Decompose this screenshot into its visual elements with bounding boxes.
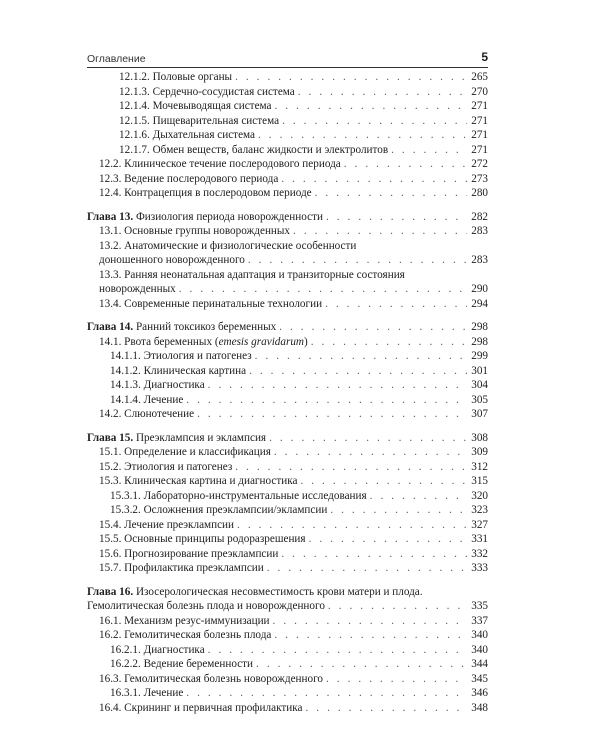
toc-page-number: 327 xyxy=(471,518,488,531)
dot-leader xyxy=(256,657,467,672)
toc-entry-label xyxy=(110,364,246,379)
toc-entry[interactable] xyxy=(87,128,488,143)
toc-entry-text: 16.3.1. Лечение xyxy=(110,687,184,699)
toc-entry-label xyxy=(99,474,297,489)
toc-entry-label xyxy=(99,701,302,716)
dot-leader xyxy=(235,70,467,85)
toc-entry-text: 12.1.7. Обмен веществ, баланс жидкости и электролитов xyxy=(119,143,389,156)
toc-page-number: 271 xyxy=(471,143,488,156)
toc-entry[interactable] xyxy=(87,268,488,297)
toc-entry-text: 13.3. Ранняя неонатальная адаптация и транзиторные состояния xyxy=(99,268,405,281)
toc-page-number: 335 xyxy=(471,600,488,612)
dot-leader xyxy=(293,224,467,239)
toc-entry[interactable] xyxy=(87,489,488,504)
toc-entry-text: 12.1.3. Сердечно-сосудистая система xyxy=(119,85,295,98)
toc-entry-text: 16.2. Гемолитическая болезнь плода xyxy=(99,629,272,641)
chapter-spacer xyxy=(87,576,488,585)
toc-entry[interactable] xyxy=(87,460,488,475)
toc-entry[interactable] xyxy=(87,561,488,576)
dot-leader xyxy=(186,686,467,701)
toc-entry-text: Изосерологическая несовместимость крови матери и плода. xyxy=(135,585,423,598)
toc-entry-label xyxy=(99,672,323,687)
toc-entry-label xyxy=(99,445,271,460)
chapter-spacer xyxy=(87,422,488,431)
toc-page-number: 309 xyxy=(471,446,488,458)
toc-page-number: 282 xyxy=(471,210,488,223)
toc-entry-label xyxy=(119,99,272,114)
dot-leader xyxy=(208,378,467,393)
toc-entry[interactable] xyxy=(87,114,488,129)
header-title: Оглавление xyxy=(87,53,146,65)
dot-leader xyxy=(282,114,467,129)
toc-entry-label xyxy=(87,431,266,446)
toc-entry-label xyxy=(110,503,327,518)
toc-entry[interactable] xyxy=(87,628,488,643)
running-header xyxy=(87,50,488,68)
toc-entry-text: 16.2.2. Ведение беременности xyxy=(110,658,254,670)
toc-entry-label xyxy=(99,547,278,562)
toc-page-number: 298 xyxy=(471,321,488,333)
toc-entry-text: 13.1. Основные группы новорожденных xyxy=(99,225,291,237)
dot-leader xyxy=(237,518,467,533)
dot-leader xyxy=(274,628,467,643)
toc-entry-label xyxy=(99,297,322,312)
dot-leader xyxy=(325,297,467,312)
toc-page-number: 273 xyxy=(471,172,488,185)
toc-entry-text: 16.4. Скрининг и первичная профилактика xyxy=(99,701,303,714)
toc-entry-label xyxy=(99,460,232,475)
toc-entry[interactable] xyxy=(87,518,488,533)
dot-leader xyxy=(281,547,467,562)
toc-entry-label xyxy=(110,378,205,393)
toc-entry-label xyxy=(99,239,356,254)
toc-page-number: 312 xyxy=(471,460,488,473)
toc-page-number: 271 xyxy=(471,100,488,112)
toc-entry[interactable] xyxy=(87,85,488,100)
dot-leader xyxy=(370,489,467,504)
chapter-number: Глава 16. xyxy=(87,585,134,598)
table-of-contents xyxy=(87,70,488,715)
toc-entry-label xyxy=(110,643,205,658)
dot-leader xyxy=(328,599,467,614)
toc-page-number: 271 xyxy=(471,129,488,141)
dot-leader xyxy=(344,157,467,172)
toc-entry[interactable] xyxy=(87,239,488,268)
toc-page-number: 344 xyxy=(471,658,488,670)
toc-entry-text: 15.3. Клиническая картина и диагностика xyxy=(99,475,298,487)
toc-entry[interactable] xyxy=(87,172,488,187)
dot-leader xyxy=(258,128,467,143)
toc-entry-label xyxy=(99,186,312,201)
toc-entry-label-continued: Гемолитическая болезнь плода и новорожденного xyxy=(87,600,325,612)
dot-leader xyxy=(269,431,467,446)
header-page-number: 5 xyxy=(481,50,488,64)
toc-entry-label xyxy=(119,143,388,158)
toc-entry[interactable] xyxy=(87,297,488,312)
toc-entry[interactable] xyxy=(87,643,488,658)
toc-entry[interactable] xyxy=(87,378,488,393)
toc-entry-label xyxy=(110,657,253,672)
dot-leader xyxy=(248,253,467,268)
toc-entry-text: 15.6. Прогнозирование преэклампсии xyxy=(99,547,279,560)
toc-entry-label xyxy=(119,128,255,143)
toc-entry-label-continued: новорожденных xyxy=(99,283,176,295)
toc-page-number: 299 xyxy=(471,350,488,362)
toc-entry[interactable] xyxy=(87,701,488,716)
toc-entry-label xyxy=(119,85,295,100)
toc-page-number: 271 xyxy=(471,114,488,127)
toc-entry-text: Физиология периода новорожденности xyxy=(135,210,323,223)
dot-leader xyxy=(326,672,467,687)
toc-page-number: 270 xyxy=(471,85,488,98)
toc-entry-text: 16.2.1. Диагностика xyxy=(110,643,205,656)
dot-leader xyxy=(179,282,467,297)
toc-page-number: 331 xyxy=(471,533,488,545)
toc-entry[interactable] xyxy=(87,474,488,489)
chapter-number: Глава 15. xyxy=(87,431,134,444)
dot-leader xyxy=(274,445,467,460)
toc-entry-text: 16.1. Механизм резус-иммунизации xyxy=(99,614,270,627)
dot-leader xyxy=(197,407,467,422)
dot-leader xyxy=(281,172,467,187)
dot-leader xyxy=(279,320,467,335)
dot-leader xyxy=(275,99,467,114)
toc-entry-label xyxy=(87,585,423,600)
toc-chapter-entry[interactable] xyxy=(87,210,488,225)
toc-page-number: 283 xyxy=(471,225,488,237)
dot-leader xyxy=(391,143,467,158)
toc-entry-label xyxy=(110,686,183,701)
dot-leader xyxy=(235,460,467,475)
toc-entry-label xyxy=(110,349,252,364)
toc-entry-text: 14.1.1. Этиология и патогенез xyxy=(110,350,252,362)
toc-entry-label xyxy=(99,172,278,187)
toc-page-number: 272 xyxy=(471,158,488,170)
toc-entry-label xyxy=(99,518,234,533)
toc-entry[interactable] xyxy=(87,657,488,672)
toc-entry-text: 12.4. Контрацепция в послеродовом периоде xyxy=(99,187,312,199)
toc-page-number: 337 xyxy=(471,614,488,627)
toc-entry[interactable] xyxy=(87,364,488,379)
toc-entry-text: 15.7. Профилактика преэклампсии xyxy=(99,562,264,574)
toc-entry[interactable] xyxy=(87,349,488,364)
toc-entry-label xyxy=(87,320,276,335)
toc-entry-text: 15.1. Определение и классификация xyxy=(99,446,271,458)
toc-entry[interactable] xyxy=(87,157,488,172)
toc-entry-text: 12.1.4. Мочевыводящая система xyxy=(119,100,272,112)
toc-entry[interactable] xyxy=(87,335,488,350)
toc-entry-text: 16.3. Гемолитическая болезнь новорожденного xyxy=(99,672,324,685)
toc-entry[interactable] xyxy=(87,503,488,518)
toc-entry-text: Ранний токсикоз беременных xyxy=(135,321,277,333)
toc-entry[interactable] xyxy=(87,99,488,114)
toc-page-number: 320 xyxy=(471,489,488,502)
toc-entry-text: 12.3. Ведение послеродового периода xyxy=(99,172,279,185)
toc-page-number: 280 xyxy=(471,187,488,199)
toc-entry-text: Преэклампсия и эклампсия xyxy=(135,431,267,444)
toc-entry-label xyxy=(99,335,308,350)
toc-entry-label xyxy=(99,532,306,547)
toc-chapter-entry[interactable] xyxy=(87,320,488,335)
toc-entry-label xyxy=(99,561,264,576)
toc-page-number: 308 xyxy=(471,431,488,444)
toc-entry[interactable] xyxy=(87,224,488,239)
toc-entry-text: 12.1.6. Дыхательная система xyxy=(119,129,256,141)
toc-entry-text: 15.3.1. Лабораторно-инструментальные исследования xyxy=(110,489,367,502)
toc-entry-text: 14.1. Рвота беременных ( xyxy=(99,335,219,348)
toc-chapter-entry[interactable] xyxy=(87,431,488,446)
toc-entry-text: 15.5. Основные принципы родоразрешения xyxy=(99,533,306,545)
chapter-number: Глава 14. xyxy=(87,321,134,333)
dot-leader xyxy=(305,701,467,716)
toc-page-number: 340 xyxy=(471,643,488,656)
toc-page-number: 332 xyxy=(471,547,488,560)
toc-entry[interactable] xyxy=(87,547,488,562)
toc-entry-label xyxy=(119,114,279,129)
toc-chapter-entry[interactable] xyxy=(87,585,488,614)
dot-leader xyxy=(326,210,467,225)
toc-entry[interactable] xyxy=(87,672,488,687)
dot-leader xyxy=(249,364,467,379)
toc-entry[interactable] xyxy=(87,70,488,85)
toc-entry-label xyxy=(99,407,194,422)
toc-page-number: 304 xyxy=(471,379,488,391)
dot-leader xyxy=(311,335,467,350)
toc-entry-label xyxy=(119,70,232,85)
toc-entry-text-end: ) xyxy=(304,335,308,348)
toc-entry[interactable] xyxy=(87,532,488,547)
toc-entry-label xyxy=(99,614,270,629)
toc-entry[interactable] xyxy=(87,407,488,422)
header-rule xyxy=(87,67,488,68)
toc-entry[interactable] xyxy=(87,445,488,460)
toc-page-number: 340 xyxy=(471,629,488,641)
toc-entry-text: 14.1.2. Клиническая картина xyxy=(110,364,247,377)
toc-entry-text: 15.2. Этиология и патогенез xyxy=(99,460,233,473)
toc-entry-text: 14.1.4. Лечение xyxy=(110,393,184,406)
toc-entry-label xyxy=(110,393,183,408)
dot-leader xyxy=(186,393,467,408)
toc-entry-text: 12.1.5. Пищеварительная система xyxy=(119,114,280,127)
toc-page-number: 301 xyxy=(471,364,488,377)
toc-page-number: 348 xyxy=(471,701,488,714)
dot-leader xyxy=(315,186,467,201)
toc-page-number: 265 xyxy=(471,71,488,83)
dot-leader xyxy=(298,85,467,100)
toc-page-number: 315 xyxy=(471,475,488,487)
chapter-number: Глава 13. xyxy=(87,210,134,223)
toc-entry-label xyxy=(99,628,271,643)
toc-entry-text: 12.1.2. Половые органы xyxy=(119,71,233,83)
toc-entry[interactable] xyxy=(87,393,488,408)
toc-entry[interactable] xyxy=(87,686,488,701)
toc-entry-text: 12.2. Клиническое течение послеродового периода xyxy=(99,158,341,170)
dot-leader xyxy=(273,614,467,629)
toc-page-number: 323 xyxy=(471,504,488,516)
toc-entry-text: 14.1.3. Диагностика xyxy=(110,379,205,391)
toc-page-number: 345 xyxy=(471,672,488,685)
toc-page-number: 298 xyxy=(471,335,488,348)
toc-entry[interactable] xyxy=(87,614,488,629)
dot-leader xyxy=(300,474,467,489)
toc-entry-text: 15.3.2. Осложнения преэклампсии/эклампсии xyxy=(110,504,328,516)
dot-leader xyxy=(330,503,467,518)
toc-entry-text: 13.2. Анатомические и физиологические особенности xyxy=(99,239,357,252)
toc-entry-label xyxy=(99,157,341,172)
toc-entry-label xyxy=(110,489,367,504)
toc-page-number: 294 xyxy=(471,297,488,310)
toc-entry[interactable] xyxy=(87,143,488,158)
dot-leader xyxy=(255,349,467,364)
toc-entry[interactable] xyxy=(87,186,488,201)
toc-entry-text: 15.4. Лечение преэклампсии xyxy=(99,518,235,531)
toc-entry-label xyxy=(87,210,323,225)
toc-entry-text: 14.2. Слюнотечение xyxy=(99,408,195,420)
toc-entry-latin-term: emesis gravidarum xyxy=(218,335,305,348)
dot-leader xyxy=(309,532,467,547)
chapter-spacer xyxy=(87,311,488,320)
toc-page-number: 346 xyxy=(471,687,488,699)
chapter-spacer xyxy=(87,201,488,210)
dot-leader xyxy=(267,561,467,576)
toc-entry-label xyxy=(99,224,290,239)
toc-page-number: 283 xyxy=(471,254,488,266)
toc-page-number: 333 xyxy=(471,562,488,574)
toc-entry-label xyxy=(99,268,405,283)
dot-leader xyxy=(208,643,467,658)
toc-page-number: 307 xyxy=(471,408,488,420)
toc-entry-text: 13.4. Современные перинатальные технологии xyxy=(99,297,323,310)
toc-entry-label-continued: доношенного новорожденного xyxy=(99,254,245,266)
toc-page-number: 290 xyxy=(471,283,488,295)
toc-page-number: 305 xyxy=(471,393,488,406)
